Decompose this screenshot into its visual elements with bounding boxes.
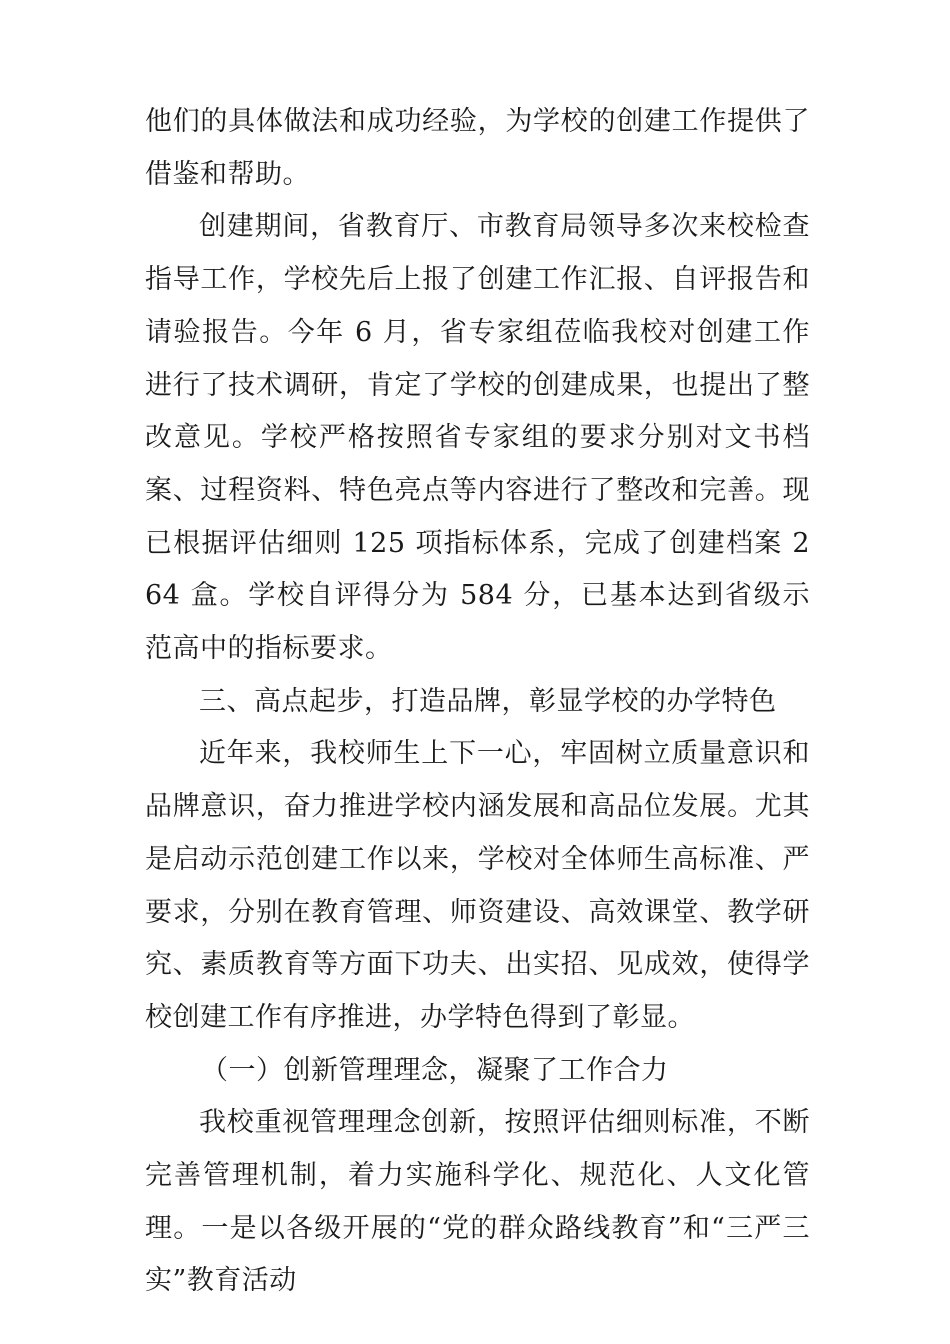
paragraph-brand-building: 近年来，我校师生上下一心，牢固树立质量意识和品牌意识，奋力推进学校内涵发展和高品位发展。尤其是启动示范创建工作以来，学校对全体师生高标准、严要求，分别在教育管理、师资建设、高效课堂、教学研究、素质教育等方面下功夫、出实招、见成效，使得学校创建工作有序推进，办学特色得到了彰显。 <box>145 738 810 1033</box>
paragraph-management: 我校重视管理理念创新，按照评估细则标准，不断完善管理机制，着力实施科学化、规范化、人文化管理。一是以各级开展的“党的群众路线教育”和“三严三实”教育活动 <box>145 1107 810 1297</box>
document-body <box>145 96 810 1308</box>
section-heading-three: 三、高点起步，打造品牌，彰显学校的办学特色 <box>199 685 777 717</box>
paragraph-continuation: 他们的具体做法和成功经验，为学校的创建工作提供了借鉴和帮助。 <box>145 106 810 190</box>
subsection-heading-one: （一）创新管理理念，凝聚了工作合力 <box>201 1054 669 1086</box>
paragraph-inspection: 创建期间，省教育厅、市教育局领导多次来校检查指导工作，学校先后上报了创建工作汇报、自评报告和请验报告。今年 6 月，省专家组莅临我校对创建工作进行了技术调研，肯定了学校的创建成果，也提出了整改意见。学校严格按照省专家组的要求分别对文书档案、过程资料、特色亮点等内容进行了整改和完善。现已根据评估细则 125 项指标体系，完成了创建档案 264 盒。学校自评得分为 584 分，已基本达到省级示范高中的指标要求。 <box>145 211 810 665</box>
